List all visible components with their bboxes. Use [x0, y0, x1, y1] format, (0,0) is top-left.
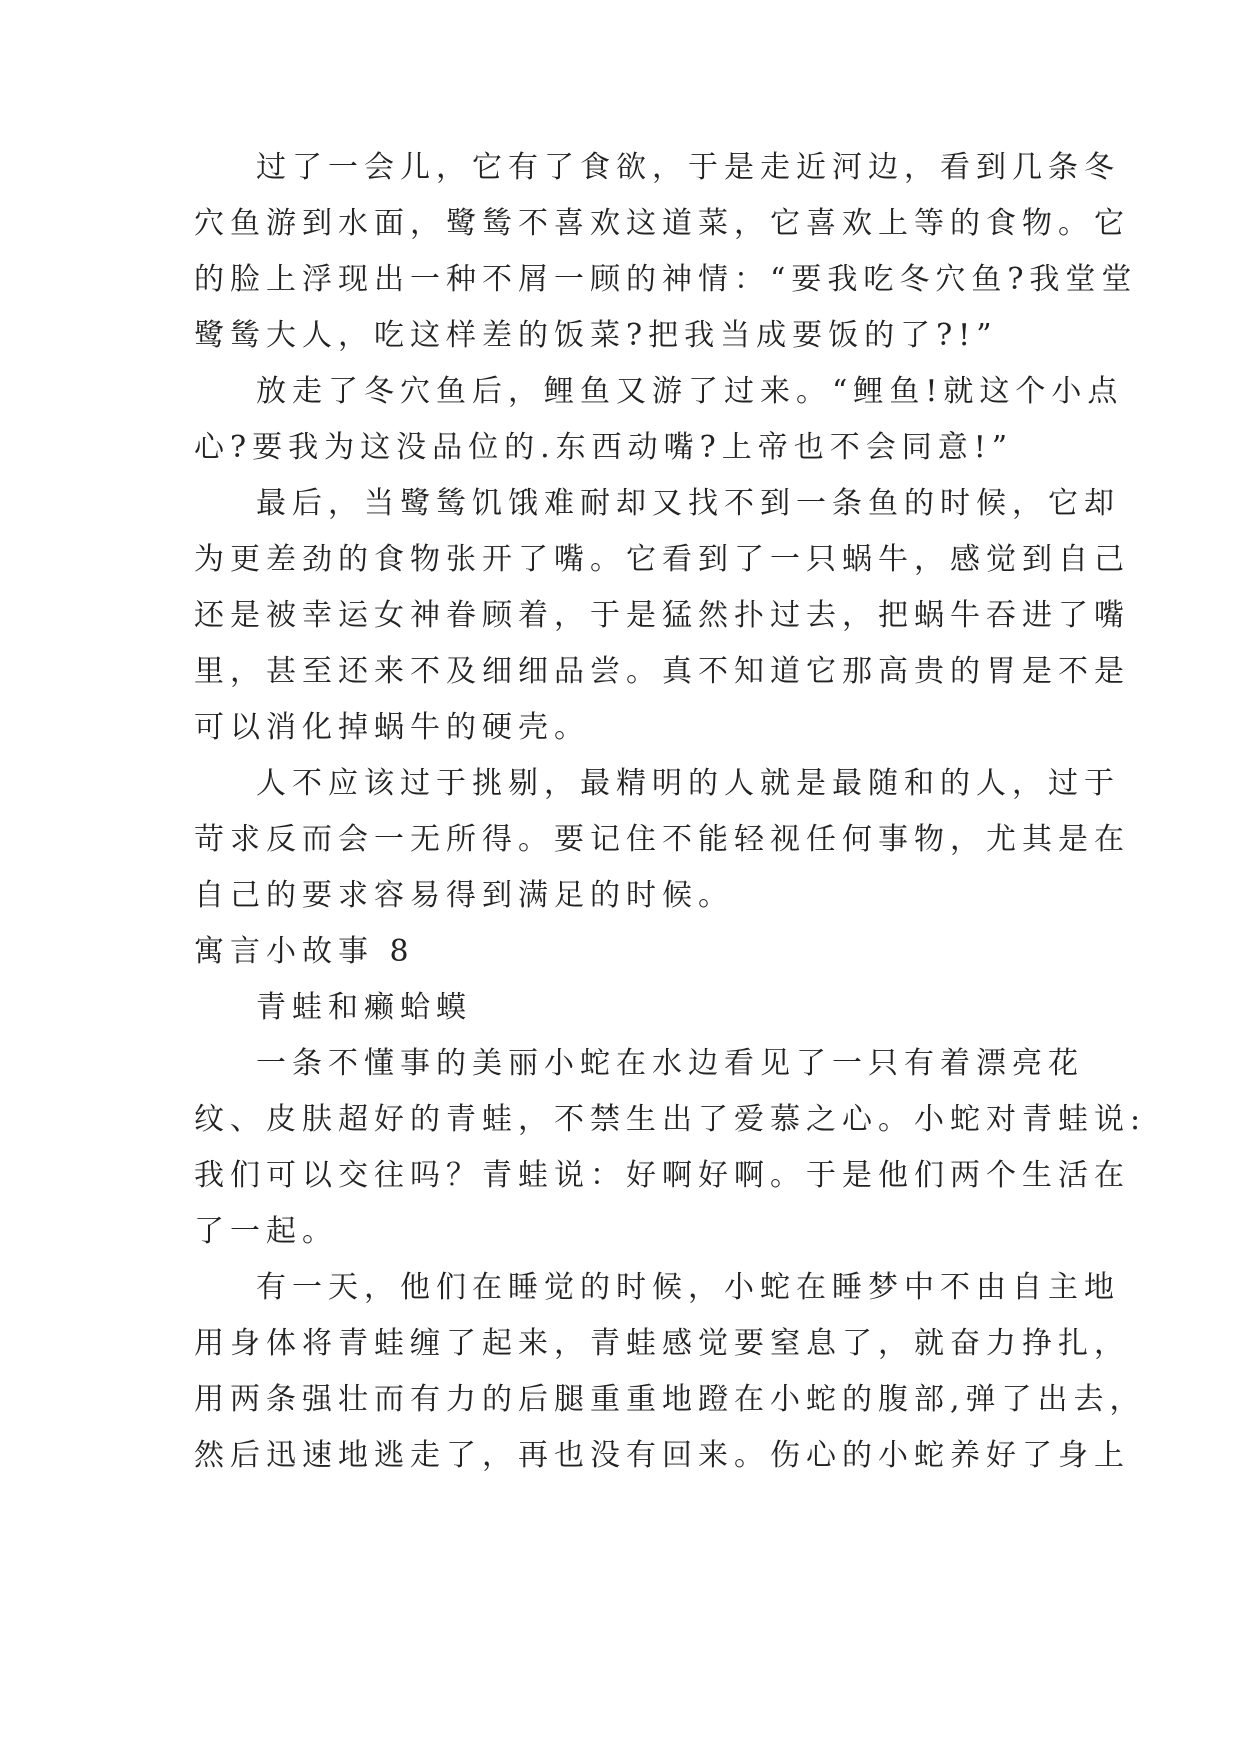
paragraph-line: 鹭鸶大人，吃这样差的饭菜?把我当成要饭的了?!” [194, 318, 998, 353]
paragraph-line: 一条不懂事的美丽小蛇在水边看见了一只有着漂亮花 [256, 1046, 1084, 1081]
paragraph-line: 用身体将青蛙缠了起来，青蛙感觉要窒息了，就奋力挣扎， [194, 1326, 1130, 1361]
paragraph-line: 过了一会儿，它有了食欲，于是走近河边，看到几条冬 [256, 150, 1120, 185]
paragraph-line: 有一天，他们在睡觉的时候，小蛇在睡梦中不由自主地 [256, 1270, 1120, 1305]
paragraph-line: 穴鱼游到水面，鹭鸶不喜欢这道菜，它喜欢上等的食物。它 [194, 206, 1130, 241]
paragraph-line: 心?要我为这没品位的.东西动嘴?上帝也不会同意!” [194, 430, 1014, 465]
story-title: 青蛙和癞蛤蟆 [256, 990, 472, 1025]
paragraph-line: 放走了冬穴鱼后，鲤鱼又游了过来。“鲤鱼!就这个小点 [256, 374, 1124, 409]
paragraph-line: 纹、皮肤超好的青蛙，不禁生出了爱慕之心。小蛇对青蛙说: [194, 1102, 1147, 1137]
paragraph-line: 最后，当鹭鸶饥饿难耐却又找不到一条鱼的时候，它却 [256, 486, 1120, 521]
paragraph-line: 还是被幸运女神眷顾着，于是猛然扑过去，把蜗牛吞进了嘴 [194, 598, 1130, 633]
paragraph-line: 自己的要求容易得到满足的时候。 [194, 878, 734, 913]
paragraph-line: 为更差劲的食物张开了嘴。它看到了一只蜗牛，感觉到自己 [194, 542, 1130, 577]
paragraph-line: 用两条强壮而有力的后腿重重地蹬在小蛇的腹部,弹了出去， [194, 1382, 1146, 1417]
paragraph-line: 的脸上浮现出一种不屑一顾的神情：“要我吃冬穴鱼?我堂堂 [194, 262, 1138, 297]
paragraph-line: 然后迅速地逃走了，再也没有回来。伤心的小蛇养好了身上 [194, 1438, 1130, 1473]
section-heading: 寓言小故事 8 [194, 934, 415, 969]
paragraph-line: 苛求反而会一无所得。要记住不能轻视任何事物，尤其是在 [194, 822, 1130, 857]
paragraph-line: 了一起。 [194, 1214, 338, 1249]
paragraph-line: 里，甚至还来不及细细品尝。真不知道它那高贵的胃是不是 [194, 654, 1130, 689]
paragraph-line: 可以消化掉蜗牛的硬壳。 [194, 710, 590, 745]
paragraph-line: 人不应该过于挑剔，最精明的人就是最随和的人，过于 [256, 766, 1120, 801]
paragraph-line: 我们可以交往吗？青蛙说：好啊好啊。于是他们两个生活在 [194, 1158, 1130, 1193]
